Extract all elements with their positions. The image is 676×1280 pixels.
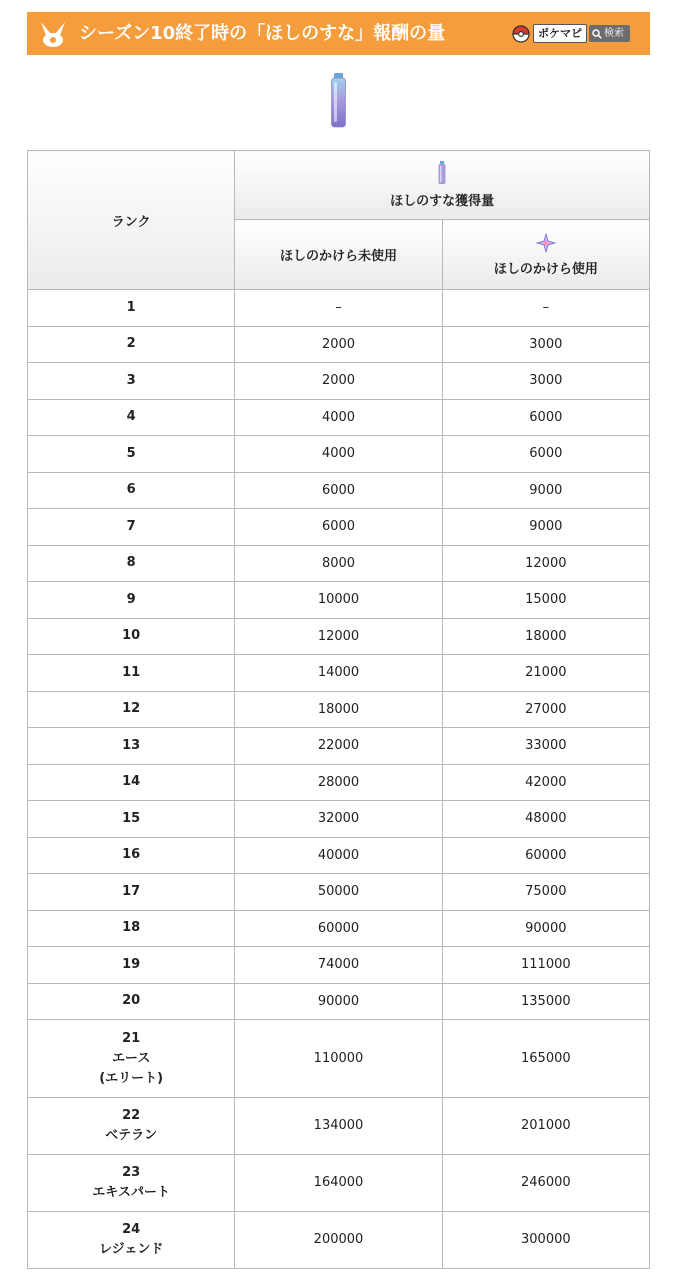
rank-label: 17 <box>122 883 141 899</box>
rank-cell <box>28 983 235 1020</box>
stardust-with-star-piece-cell: 3000 <box>442 326 649 363</box>
search-button-label: 検索 <box>604 28 624 39</box>
stardust-amount-label: ほしのすな獲得量 <box>390 194 495 209</box>
rank-cell <box>28 691 235 728</box>
stardust-with-star-piece-cell: 48000 <box>442 801 649 838</box>
rank-label: 16 <box>122 847 141 863</box>
table-row <box>28 764 650 801</box>
reward-table-body <box>28 290 650 1269</box>
rank-cell <box>28 874 235 911</box>
rank-label: エキスパート <box>92 1185 171 1200</box>
table-row <box>28 472 650 509</box>
stardust-with-star-piece-cell: 246000 <box>442 1155 649 1212</box>
rank-cell <box>28 326 235 363</box>
rank-label: 20 <box>122 993 141 1009</box>
rank-cell <box>28 837 235 874</box>
rank-label: 13 <box>122 737 141 753</box>
rank-label: エース <box>111 1050 151 1066</box>
rank-cell <box>28 618 235 655</box>
stardust-with-star-piece-cell: 75000 <box>442 874 649 911</box>
page-header <box>27 12 650 55</box>
table-row <box>28 801 650 838</box>
table-row <box>28 837 650 874</box>
rank-label: 5 <box>126 445 136 461</box>
stardust-without-star-piece-cell: – <box>235 290 442 327</box>
stardust-with-star-piece-cell: 33000 <box>442 728 649 765</box>
stardust-with-star-piece-cell: 12000 <box>442 545 649 582</box>
rank-label: ベテラン <box>105 1128 158 1143</box>
rank-label: レジェンド <box>98 1242 164 1257</box>
table-row <box>28 983 650 1020</box>
table-row <box>28 691 650 728</box>
rank-label: 12 <box>122 701 141 717</box>
rank-cell <box>28 1155 235 1212</box>
table-row <box>28 728 650 765</box>
stardust-without-star-piece-cell: 60000 <box>235 910 442 947</box>
stardust-without-star-piece-cell: 28000 <box>235 764 442 801</box>
table-row <box>28 618 650 655</box>
rank-cell <box>28 290 235 327</box>
stardust-without-star-piece-cell: 90000 <box>235 983 442 1020</box>
stardust-without-star-piece-cell: 200000 <box>235 1212 442 1269</box>
stardust-without-star-piece-cell: 74000 <box>235 947 442 984</box>
rank-label: 18 <box>122 920 141 936</box>
rank-cell <box>28 1098 235 1155</box>
stardust-with-star-piece-cell: 3000 <box>442 363 649 400</box>
rank-label: 9 <box>126 591 136 607</box>
search-button[interactable] <box>589 25 630 42</box>
rank-cell <box>28 655 235 692</box>
search-icon <box>592 29 602 39</box>
stardust-with-star-piece-cell: 6000 <box>442 399 649 436</box>
stardust-without-star-piece-cell: 6000 <box>235 509 442 546</box>
stardust-with-star-piece-cell: 300000 <box>442 1212 649 1269</box>
rank-cell <box>28 399 235 436</box>
table-row <box>28 947 650 984</box>
rank-label: 3 <box>126 372 136 388</box>
rank-label: 2 <box>126 336 136 352</box>
stardust-without-star-piece-cell: 2000 <box>235 363 442 400</box>
rank-cell <box>28 509 235 546</box>
rank-cell <box>28 363 235 400</box>
rank-label: 10 <box>122 628 141 644</box>
rank-label: 22 <box>122 1108 141 1123</box>
table-row <box>28 509 650 546</box>
rank-label: 7 <box>126 518 136 534</box>
reward-table <box>27 150 650 1269</box>
stardust-without-star-piece-cell: 18000 <box>235 691 442 728</box>
rank-label: 24 <box>122 1222 141 1237</box>
table-row <box>28 874 650 911</box>
table-row <box>28 545 650 582</box>
table-row <box>28 910 650 947</box>
table-row <box>28 326 650 363</box>
rank-label: 4 <box>126 409 136 425</box>
rank-label: 23 <box>122 1165 141 1180</box>
rank-cell <box>28 947 235 984</box>
stardust-with-star-piece-cell: – <box>442 290 649 327</box>
rank-label: (エリート) <box>99 1070 164 1086</box>
rank-label: 19 <box>122 956 141 972</box>
table-row <box>28 399 650 436</box>
stardust-without-star-piece-cell: 10000 <box>235 582 442 619</box>
rank-cell <box>28 472 235 509</box>
page-title: シーズン10終了時の「ほしのすな」報酬の量 <box>79 23 446 44</box>
stardust-with-star-piece-cell: 90000 <box>442 910 649 947</box>
stardust-bottle-icon <box>330 72 347 128</box>
stardust-with-star-piece-cell: 9000 <box>442 472 649 509</box>
table-row <box>28 1020 650 1098</box>
stardust-without-star-piece-cell: 8000 <box>235 545 442 582</box>
rank-label: 15 <box>122 810 141 826</box>
stardust-with-star-piece-cell: 201000 <box>442 1098 649 1155</box>
stardust-amount-header <box>235 151 650 220</box>
stardust-without-star-piece-cell: 164000 <box>235 1155 442 1212</box>
stardust-with-star-piece-cell: 165000 <box>442 1020 649 1098</box>
table-row <box>28 1155 650 1212</box>
stardust-with-star-piece-cell: 21000 <box>442 655 649 692</box>
stardust-with-star-piece-cell: 18000 <box>442 618 649 655</box>
rank-cell <box>28 801 235 838</box>
rank-label: 8 <box>126 555 136 571</box>
stardust-without-star-piece-cell: 4000 <box>235 399 442 436</box>
rank-cell <box>28 764 235 801</box>
stardust-without-star-piece-cell: 4000 <box>235 436 442 473</box>
stardust-without-star-piece-cell: 14000 <box>235 655 442 692</box>
without-star-piece-header: ほしのかけら未使用 <box>235 220 442 290</box>
stardust-without-star-piece-cell: 110000 <box>235 1020 442 1098</box>
stardust-bottle-icon <box>438 161 446 185</box>
stardust-with-star-piece-cell: 9000 <box>442 509 649 546</box>
rank-label: 14 <box>122 774 141 790</box>
table-row <box>28 655 650 692</box>
rank-label: 21 <box>122 1030 141 1046</box>
rank-label: 11 <box>122 664 141 680</box>
stardust-with-star-piece-cell: 42000 <box>442 764 649 801</box>
table-row <box>28 1098 650 1155</box>
stardust-with-star-piece-cell: 15000 <box>442 582 649 619</box>
with-star-piece-header <box>442 220 649 290</box>
pokemon-go-logo-icon <box>37 18 69 50</box>
rank-cell <box>28 1212 235 1269</box>
rank-cell <box>28 436 235 473</box>
with-star-piece-label: ほしのかけら使用 <box>493 261 598 277</box>
stardust-without-star-piece-cell: 134000 <box>235 1098 442 1155</box>
stardust-without-star-piece-cell: 2000 <box>235 326 442 363</box>
stardust-without-star-piece-cell: 40000 <box>235 837 442 874</box>
table-row <box>28 290 650 327</box>
brand-area <box>512 23 630 44</box>
table-row <box>28 363 650 400</box>
brand-logo[interactable]: ポケマピ <box>533 24 587 43</box>
stardust-with-star-piece-cell: 135000 <box>442 983 649 1020</box>
stardust-without-star-piece-cell: 32000 <box>235 801 442 838</box>
stardust-without-star-piece-cell: 22000 <box>235 728 442 765</box>
rank-cell <box>28 1020 235 1098</box>
stardust-without-star-piece-cell: 12000 <box>235 618 442 655</box>
pokeball-icon <box>512 25 530 43</box>
rank-cell <box>28 582 235 619</box>
rank-cell <box>28 910 235 947</box>
rank-label: 6 <box>126 482 136 498</box>
table-row <box>28 1212 650 1269</box>
stardust-without-star-piece-cell: 6000 <box>235 472 442 509</box>
rank-label: 1 <box>126 299 136 315</box>
rank-cell <box>28 728 235 765</box>
stardust-with-star-piece-cell: 111000 <box>442 947 649 984</box>
table-row <box>28 436 650 473</box>
table-row <box>28 582 650 619</box>
stardust-with-star-piece-cell: 27000 <box>442 691 649 728</box>
rank-cell <box>28 545 235 582</box>
stardust-with-star-piece-cell: 6000 <box>442 436 649 473</box>
star-piece-icon <box>536 233 556 253</box>
stardust-without-star-piece-cell: 50000 <box>235 874 442 911</box>
stardust-with-star-piece-cell: 60000 <box>442 837 649 874</box>
rank-header: ランク <box>28 151 235 290</box>
